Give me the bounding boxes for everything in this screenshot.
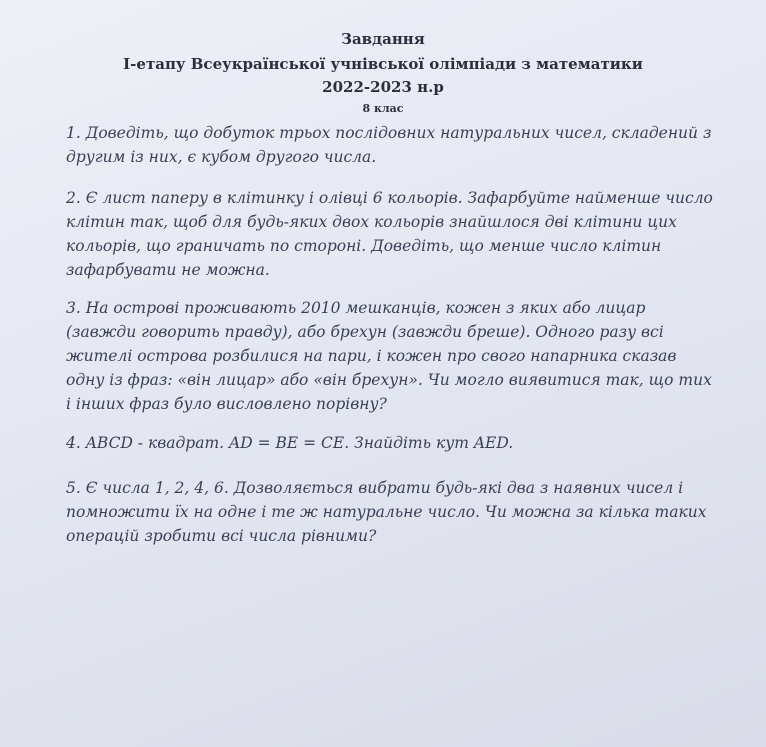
- task-3: 3. На острові проживають 2010 мешканців, кожен з яких або лицар (завжди говорить правду), або брехун (завжди бреше). Одного разу всі жителі острова розбилися на пари, і кожен про свого напарника сказав одну із фраз: «він лицар» або «він брехун». Чи могло виявитися так, що тих і інших фраз було висловлено порівну?: [66, 299, 712, 413]
- grade-label: 8 клас: [362, 102, 404, 115]
- task-2: 2. Є лист паперу в клітинку і олівці 6 кольорів. Зафарбуйте найменше число клітин так, щоб для будь-яких двох кольорів знайшлося дві клітини цих кольорів, що граничать по стороні. Доведіть, що менше число клітин зафарбувати не можна.: [66, 189, 713, 279]
- task-1: 1. Доведіть, що добуток трьох послідовних натуральних чисел, складений з другим із них, є кубом другого числа.: [66, 124, 712, 166]
- sheet-title: Завдання: [341, 30, 425, 48]
- academic-year: 2022-2023 н.р: [322, 78, 444, 96]
- sheet-subtitle: І-етапу Всеукраїнської учнівської олімпіади з математики: [123, 55, 643, 73]
- task-4: 4. ABCD - квадрат. AD = BE = CE. Знайдіть кут AED.: [66, 434, 514, 452]
- task-5: 5. Є числа 1, 2, 4, 6. Дозволяється вибрати будь-які два з наявних чисел і помножити їх на одне і те ж натуральне число. Чи можна за кілька таких операцій зробити всі числа рівними?: [66, 479, 707, 545]
